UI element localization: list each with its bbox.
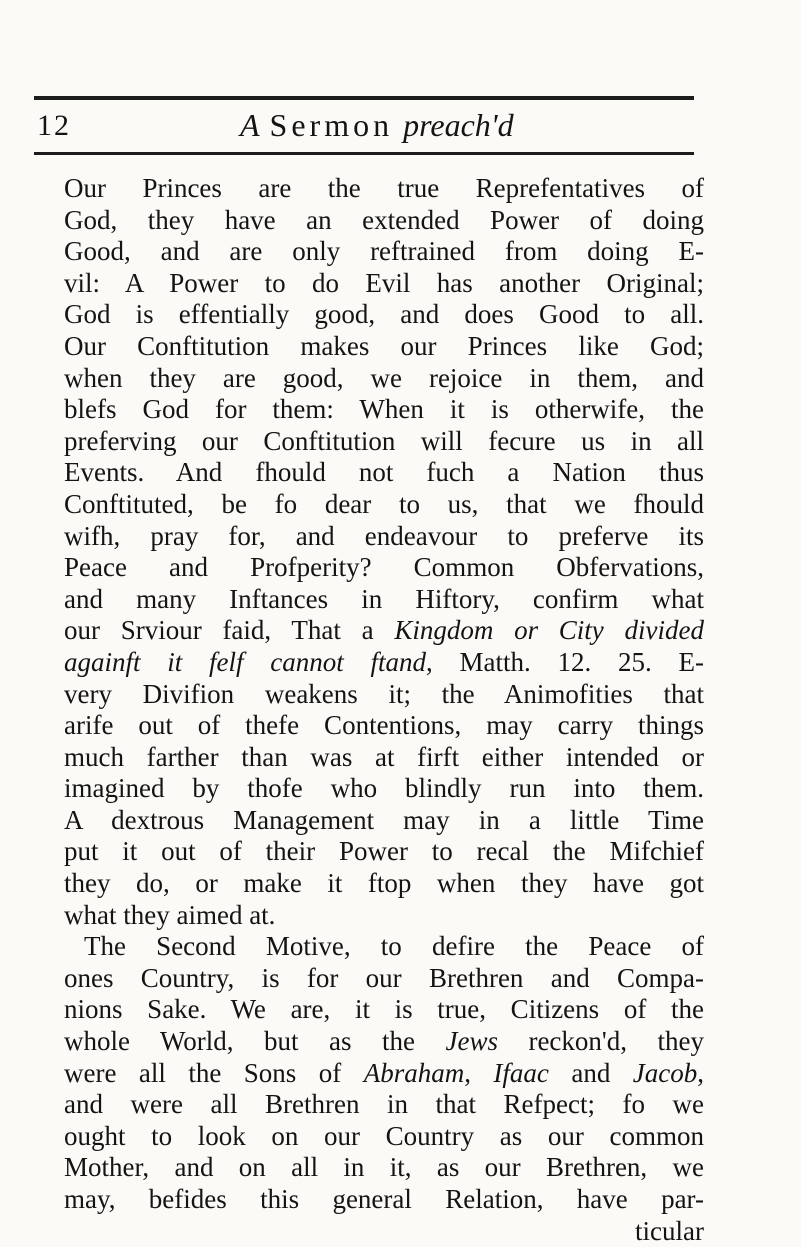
italic-abraham: Abraham <box>363 1057 465 1088</box>
text-line-26: ones Country, is for our Brethren and Compa- <box>64 962 704 993</box>
text-line-19: much farther than was at firft either intended or <box>64 741 704 772</box>
text-line-28: whole World, but as the Jews reckon'd, they <box>64 1026 705 1057</box>
text-line-31: ought to look on our Country as our common <box>64 1120 704 1151</box>
text-line-4: vil: A Power to do Evil has another Original; <box>64 267 704 298</box>
italic-jacob: Jacob <box>632 1057 698 1088</box>
text-line-1: Our Princes are the true Reprefentatives of <box>64 173 704 203</box>
text-line-12: wifh, pray for, and endeavour to preferve its <box>64 520 704 551</box>
text-line-3: Good, and are only reftrained from doing E- <box>64 236 704 267</box>
text-line-25: The Second Motive, to defire the Peace of <box>84 931 704 962</box>
text-line-23: they do, or make it ftop when they have got <box>64 868 704 899</box>
text-line-29: were all the Sons of Abraham, Ifaac and Jacob, <box>64 1057 704 1088</box>
header-rule <box>34 152 694 155</box>
italic-jews: Jews <box>445 1026 498 1057</box>
text-line-14: and many Inftances in Hiftory, confirm what <box>64 583 704 614</box>
top-rule <box>34 96 694 100</box>
text-line-32: Mother, and on all in it, as our Brethren, we <box>64 1152 704 1183</box>
sermon-text <box>64 173 704 1247</box>
text-line-9: preferving our Conftitution will fecure us in all <box>64 425 704 456</box>
text-line-18: arife out of thefe Contentions, may carry things <box>64 710 704 741</box>
page-number: 12 <box>37 109 71 142</box>
catchword: ticular <box>635 1215 704 1246</box>
scripture-quote-cont: againft it felf cannot ftand <box>64 646 426 677</box>
text-line-30: and were all Brethren in that Refpect; fo we <box>64 1089 704 1120</box>
scripture-quote: Kingdom or City divided <box>394 615 704 646</box>
text-line-33: may, befides this general Relation, have par- <box>64 1184 704 1214</box>
text-line-15: our Srviour faid, That a Kingdom or City divided <box>64 615 704 646</box>
text-line-27: nions Sake. We are, it is true, Citizens of the <box>64 994 704 1025</box>
text-line-8: blefs God for them: When it is otherwife, the <box>64 394 704 425</box>
text-line-6: Our Conftitution makes our Princes like God; <box>64 330 704 361</box>
text-line-13: Peace and Profperity? Common Obfervations, <box>64 552 704 583</box>
text-line-2: God, they have an extended Power of doing <box>64 204 704 235</box>
text-line-11: Conftituted, be fo dear to us, that we fhould <box>64 488 704 519</box>
text-line-22: put it out of their Power to recal the Mifchief <box>64 836 704 867</box>
text-line-24: what they aimed at. <box>64 899 276 930</box>
text-line-10: Events. And fhould not fuch a Nation thus <box>64 457 704 488</box>
text-line-7: when they are good, we rejoice in them, and <box>64 362 704 393</box>
running-head <box>240 104 514 146</box>
text-line-20: imagined by thofe who blindly run into them. <box>64 773 704 804</box>
text-line-21: A dextrous Management may in a little Time <box>64 804 704 835</box>
text-line-17: very Divifion weakens it; the Animofities that <box>64 678 704 709</box>
running-head-sermon: Sermon <box>269 107 394 143</box>
running-head-preached: preach'd <box>403 107 514 143</box>
italic-isaac: Ifaac <box>493 1057 549 1088</box>
text-line-16: againft it felf cannot ftand, Matth. 12. 25. E- <box>64 646 704 677</box>
text-line-5: God is effentially good, and does Good to all. <box>64 299 704 330</box>
running-head-article: A <box>240 107 260 143</box>
